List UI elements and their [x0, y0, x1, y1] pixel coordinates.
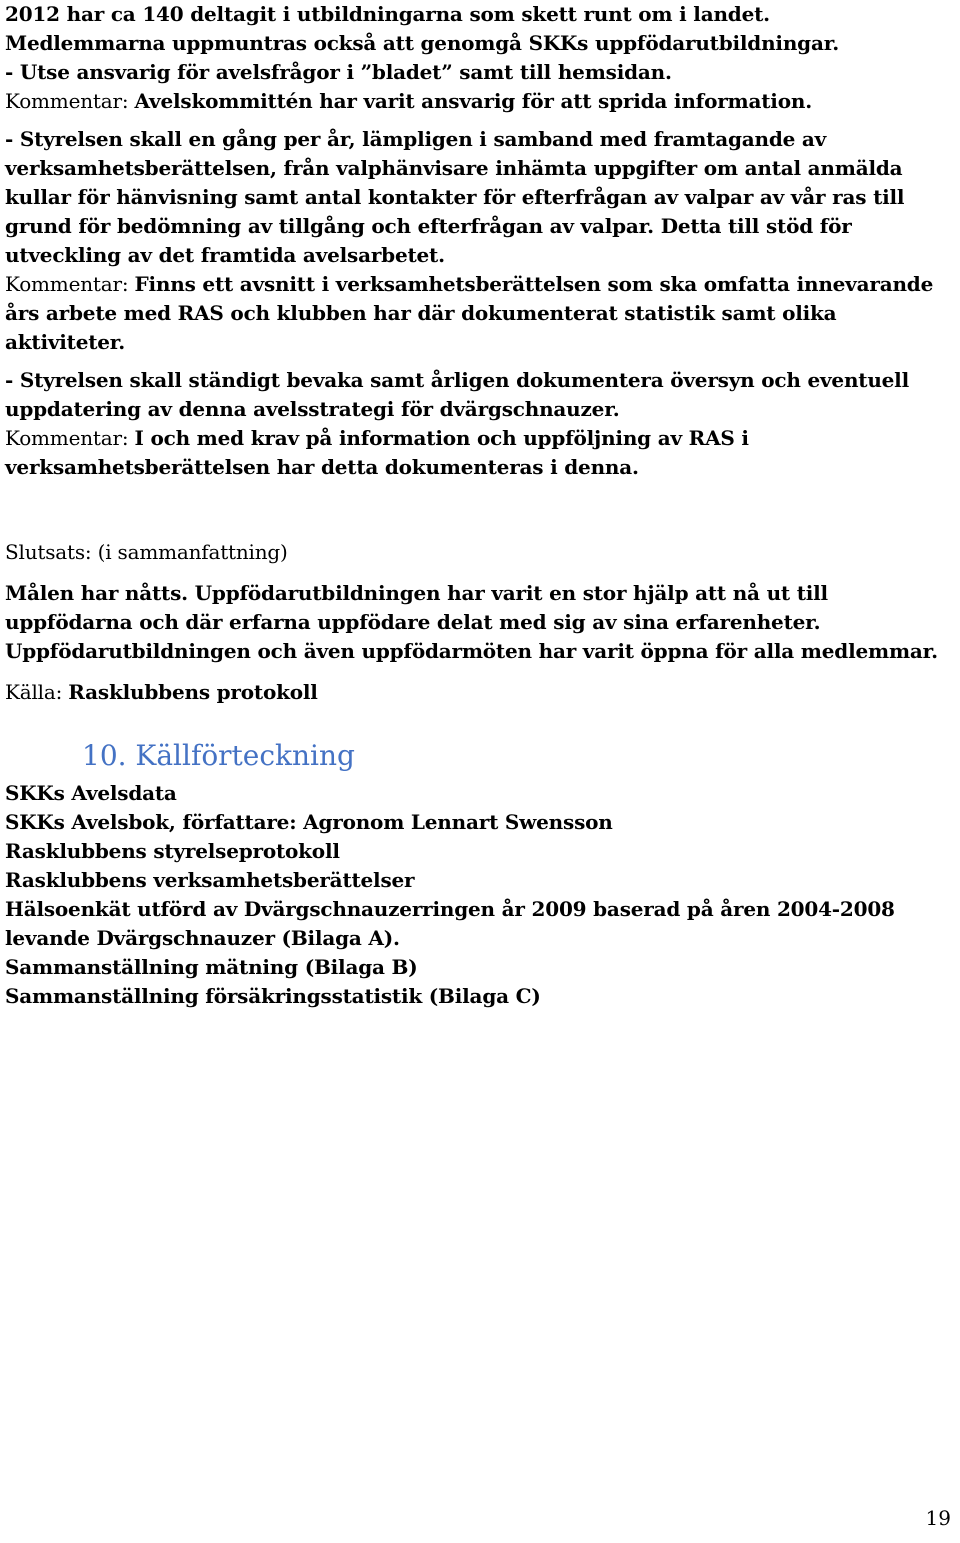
source-label: Källa: [5, 680, 63, 704]
reference-item: SKKs Avelsdata [5, 781, 177, 805]
comment-strategi [5, 424, 955, 482]
conclusion-text: Målen har nåtts. Uppfödarutbildningen har varit en stor hjälp att nå ut till uppfödarna och där erfarna uppfödare delat med sig av sina erfarenheter. Uppfödarutbildningen och även uppfödarmöten har varit öppna för alla medlemmar. [5, 581, 938, 663]
reference-item: Sammanställning försäkringsstatistik (Bilaga C) [5, 984, 541, 1008]
conclusion-heading: Slutsats: (i sammanfattning) [5, 540, 288, 564]
comment-text: Avelskommittén har varit ansvarig för att sprida information. [134, 89, 812, 113]
comment-text: Finns ett avsnitt i verksamhetsberättelsen som ska omfatta innevarande års arbete med RAS och klubben har där dokumenterat statistik samt olika aktiviteter. [5, 272, 934, 354]
reference-item: Rasklubbens styrelseprotokoll [5, 839, 340, 863]
page-number: 19 [925, 1506, 951, 1530]
comment-text: I och med krav på information och uppföljning av RAS i verksamhetsberättelsen har detta dokumenteras i denna. [5, 426, 749, 479]
intro-line-1: 2012 har ca 140 deltagit i utbildningarna som skett runt om i landet. [5, 2, 770, 26]
reference-item: Rasklubbens verksamhetsberättelser [5, 868, 415, 892]
comment-label: Kommentar: [5, 89, 129, 113]
item-strategi: - Styrelsen skall ständigt bevaka samt årligen dokumentera översyn och eventuell uppdatering av denna avelsstrategi för dvärgschnauzer. [5, 368, 909, 421]
document-page [5, 0, 955, 1011]
conclusion-source [5, 678, 955, 707]
reference-item: SKKs Avelsbok, författare: Agronom Lennart Swensson [5, 810, 613, 834]
reference-item: Hälsoenkät utförd av Dvärgschnauzerringen år 2009 baserad på åren 2004-2008 levande Dvärgschnauzer (Bilaga A). [5, 897, 895, 950]
item-bladet: - Utse ansvarig för avelsfrågor i ”bladet” samt till hemsidan. [5, 60, 672, 84]
item-valphanvisare: - Styrelsen skall en gång per år, lämpligen i samband med framtagande av verksamhetsberättelsen, från valphänvisare inhämta uppgifter om antal anmälda kullar för hänvisning samt antal kontakter för efterfrågan av valpar av vår ras till grund för bedömning av tillgång och efterfrågan av valpar. Detta till stöd för utveckling av det framtida avelsarbetet. [5, 127, 905, 267]
comment-bladet [5, 87, 955, 116]
source-text: Rasklubbens protokoll [68, 680, 318, 704]
intro-line-2: Medlemmarna uppmuntras också att genomgå SKKs uppfödarutbildningar. [5, 31, 839, 55]
reference-item: Sammanställning mätning (Bilaga B) [5, 955, 418, 979]
comment-label: Kommentar: [5, 272, 129, 296]
comment-valphanvisare [5, 270, 955, 357]
references-heading: 10. Källförteckning [82, 739, 355, 772]
comment-label: Kommentar: [5, 426, 129, 450]
